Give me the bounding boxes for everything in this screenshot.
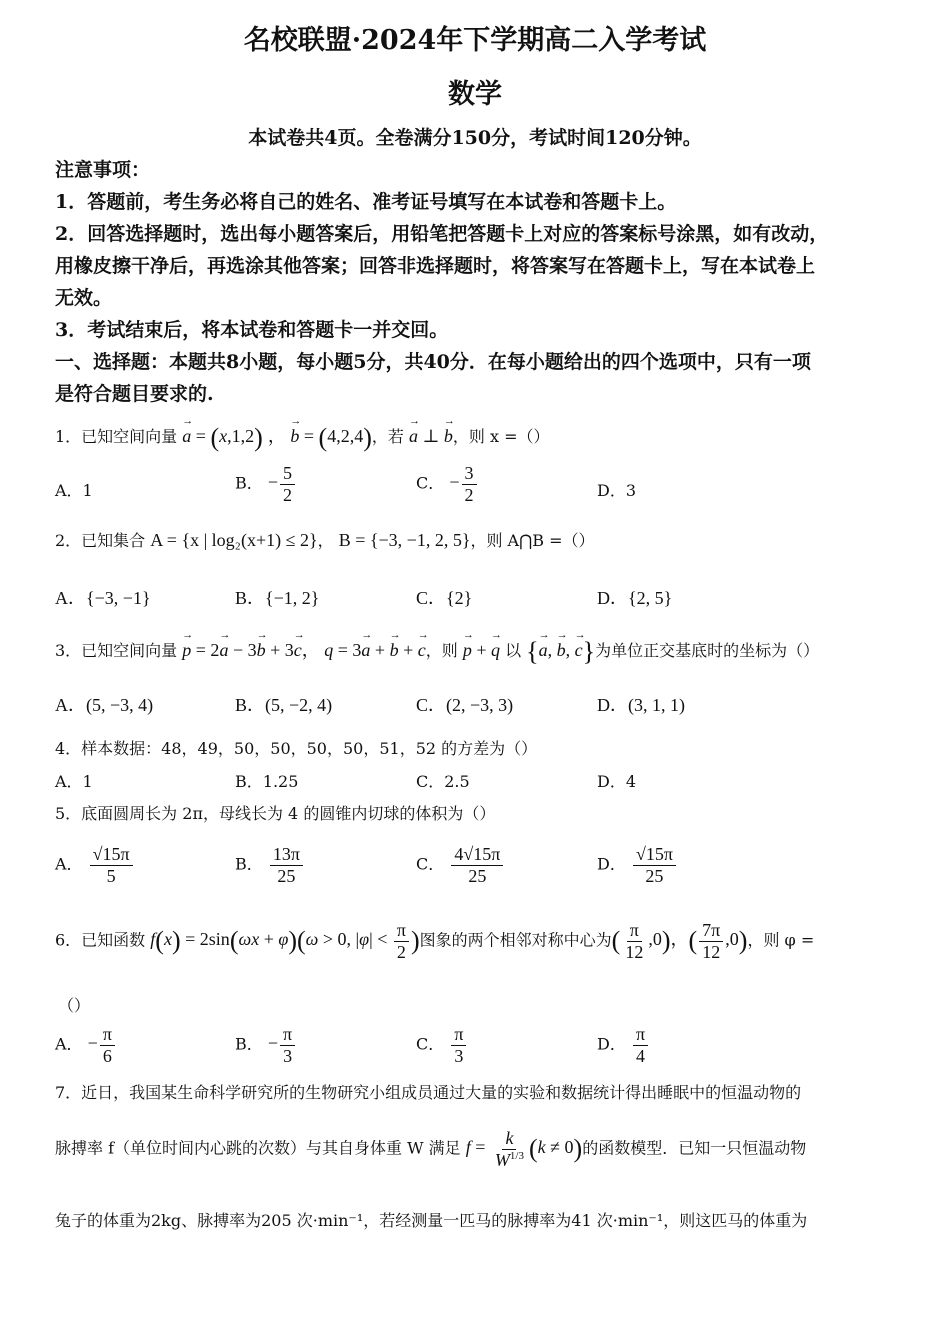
q5-c-den: 25 <box>468 865 487 886</box>
note-item-2-line-3: 无效。 <box>55 287 113 309</box>
q4-option-c: C．2.5 <box>416 772 470 791</box>
q1-option-c-label: C． <box>416 473 445 493</box>
q2-option-c: C．{2} <box>416 588 473 608</box>
q1-option-c: C． − $\frac{3}{2}$ <box>416 463 479 505</box>
note-item-3: 3．考试结束后，将本试卷和答题卡一并交回。 <box>55 319 449 341</box>
q6-mid: 图象的两个相邻对称中心为 <box>419 930 612 950</box>
q3-prefix: 3．已知空间向量 <box>55 641 178 660</box>
q1-b-num: 5 <box>280 463 295 485</box>
q5-d-den: 25 <box>645 865 664 886</box>
q3-option-b: B．(5, −2, 4) <box>235 695 333 715</box>
q6-option-c-label: C． <box>416 1034 445 1054</box>
q1-option-b-label: B． <box>235 473 263 493</box>
q5-option-c-label: C． <box>416 854 445 874</box>
q6-b-den: 3 <box>283 1045 293 1066</box>
q2-option-a: A．{−3, −1} <box>55 588 151 608</box>
q2-ask: ，则 A⋂B =（） <box>470 531 595 550</box>
question-2-stem: 2．已知集合 A = {x | log₂(x+1) ≤ 2}， B = {−3, −1, 2, 5}，则 A⋂B =（） <box>55 530 595 550</box>
question-7-line-2: 脉搏率 f（单位时间内心跳的次数）与其自身体重 W 满足 f = $\frac{k}{W^{1/3}}$ (k ≠ 0)的函数模型．已知一只恒温动物 <box>55 1128 807 1170</box>
exam-info: 本试卷共4页。全卷满分150分，考试时间120分钟。 <box>248 127 702 149</box>
q5-option-b <box>235 844 305 886</box>
section-heading-line-1: 一、选择题：本题共8小题，每小题5分，共40分．在每小题给出的四个选项中，只有一项 <box>55 351 811 373</box>
q2-prefix: 2．已知集合 <box>55 531 146 550</box>
q1-prefix: 1．已知空间向量 <box>55 427 178 446</box>
q3-option-a: A．(5, −3, 4) <box>55 695 154 715</box>
q5-option-a-label: A． <box>55 854 83 874</box>
q5-a-num: √15π <box>90 844 133 866</box>
q6-c-den: 3 <box>454 1045 464 1066</box>
q3-option-d: D．(3, 1, 1) <box>597 695 685 715</box>
q5-b-num: 13π <box>270 844 303 866</box>
q4-option-d: D．4 <box>597 772 637 791</box>
q6-b-num: π <box>280 1024 295 1046</box>
q1-b-den: 2 <box>283 484 293 505</box>
q5-a-den: 5 <box>106 865 116 886</box>
exam-title: 名校联盟·2024年下学期高二入学考试 <box>243 25 707 56</box>
question-5-stem: 5．底面圆周长为 2π，母线长为 4 的圆锥内切球的体积为（） <box>55 804 496 823</box>
q2-set-b: B = {−3, −1, 2, 5} <box>338 530 471 550</box>
note-item-1: 1．答题前，考生务必将自己的姓名、准考证号填写在本试卷和答题卡上。 <box>55 191 677 213</box>
q6-option-d-label: D． <box>597 1034 626 1054</box>
q1-option-d: D．3 <box>597 481 637 500</box>
q1-c-den: 2 <box>464 484 474 505</box>
section-heading-line-2: 是符合题目要求的. <box>55 383 214 405</box>
q5-option-b-label: B． <box>235 854 263 874</box>
q5-option-c <box>416 844 505 886</box>
note-item-2-line-2: 用橡皮擦干净后，再选涂其他答案；回答非选择题时，将答案写在答题卡上，写在本试卷上 <box>55 255 816 277</box>
note-item-2-line-1: 2．回答选择题时，选出每小题答案后，用铅笔把答题卡上对应的答案标号涂黑，如有改动， <box>55 223 829 245</box>
q6-option-a-label: A． <box>55 1034 83 1054</box>
q2-set-a: A = {x | log₂(x+1) ≤ 2} <box>150 530 318 550</box>
subject-title: 数学 <box>448 79 502 110</box>
q6-option-b: B． − $\frac{\pi}{3}$ <box>235 1024 297 1066</box>
question-1-stem: 1．已知空间向量 → a = (x,1,2) ， → b = (4,2,4)，若 → a ⊥ → b，则 x =（） <box>55 422 550 453</box>
q2-option-b: B．{−1, 2} <box>235 588 320 608</box>
q6-d-den: 4 <box>635 1045 645 1066</box>
q6-a-num: π <box>100 1024 115 1046</box>
q6-c-num: π <box>451 1024 466 1046</box>
q6-option-a: A． − $\frac{\pi}{6}$ <box>55 1024 117 1066</box>
q3-mid: ，则 <box>425 641 458 660</box>
q5-option-d-label: D． <box>597 854 626 874</box>
q5-b-den: 25 <box>277 865 296 886</box>
question-4-stem: 4．样本数据：48，49，50，50，50，50，51，52 的方差为（） <box>55 739 538 758</box>
q6-d-num: π <box>633 1024 648 1046</box>
q5-option-a <box>55 844 135 886</box>
question-7-line-3: 兔子的体重为2kg、脉搏率为205 次·min⁻¹，若经测量一匹马的脉搏率为41 次·min⁻¹，则这匹马的体重为 <box>55 1211 808 1230</box>
q5-d-num: √15π <box>633 844 676 866</box>
q6-option-d <box>597 1024 650 1066</box>
q2-option-d: D．{2, 5} <box>597 588 673 608</box>
q3-tail: 为单位正交基底时的坐标为（） <box>595 641 820 660</box>
question-7-line-1: 7．近日，我国某生命科学研究所的生物研究小组成员通过大量的实验和数据统计得出睡眠中的恒温动物的 <box>55 1083 802 1102</box>
q1-mid: ，若 <box>371 427 404 446</box>
q7-line-2b: 的函数模型．已知一只恒温动物 <box>582 1138 807 1158</box>
q6-option-c <box>416 1024 468 1066</box>
q6-a-den: 6 <box>102 1045 112 1066</box>
q4-option-b: B．1.25 <box>235 772 299 791</box>
q1-c-num: 3 <box>462 463 477 485</box>
q3-option-c: C．(2, −3, 3) <box>416 695 514 715</box>
notes-heading: 注意事项： <box>55 159 151 181</box>
q1-option-b: B． − $\frac{5}{2}$ <box>235 463 297 505</box>
q6-prefix: 6．已知函数 <box>55 930 146 950</box>
question-3-stem: 3．已知空间向量 → p = 2→ a − 3→ b + 3→ c， q = 3→ a + → b + → c，则 → p + → q 以 {→ a, → b, → c}为单位正交基底时的坐标为（） <box>55 636 819 667</box>
q1-ask: ，则 x =（） <box>452 427 550 446</box>
q6-answer-paren: （） <box>58 996 91 1015</box>
question-6-stem: 6．已知函数 f(x) = 2sin(ωx + φ)(ω > 0, |φ| < $\frac{\pi}{2}$ )图象的两个相邻对称中心为( $\frac{\pi}{12}$ ,0)，( $\frac{7\pi}{12}$ ,0)，则 φ = <box>55 920 815 962</box>
q7-line-2a: 脉搏率 f（单位时间内心跳的次数）与其自身体重 W 满足 <box>55 1138 461 1158</box>
q4-option-a: A．1 <box>55 772 93 791</box>
q1-option-a: A．1 <box>55 481 93 500</box>
q6-ask: ，则 φ = <box>747 930 815 950</box>
q6-option-b-label: B． <box>235 1034 263 1054</box>
q5-c-num: 4√15π <box>451 844 503 866</box>
q5-option-d <box>597 844 678 886</box>
